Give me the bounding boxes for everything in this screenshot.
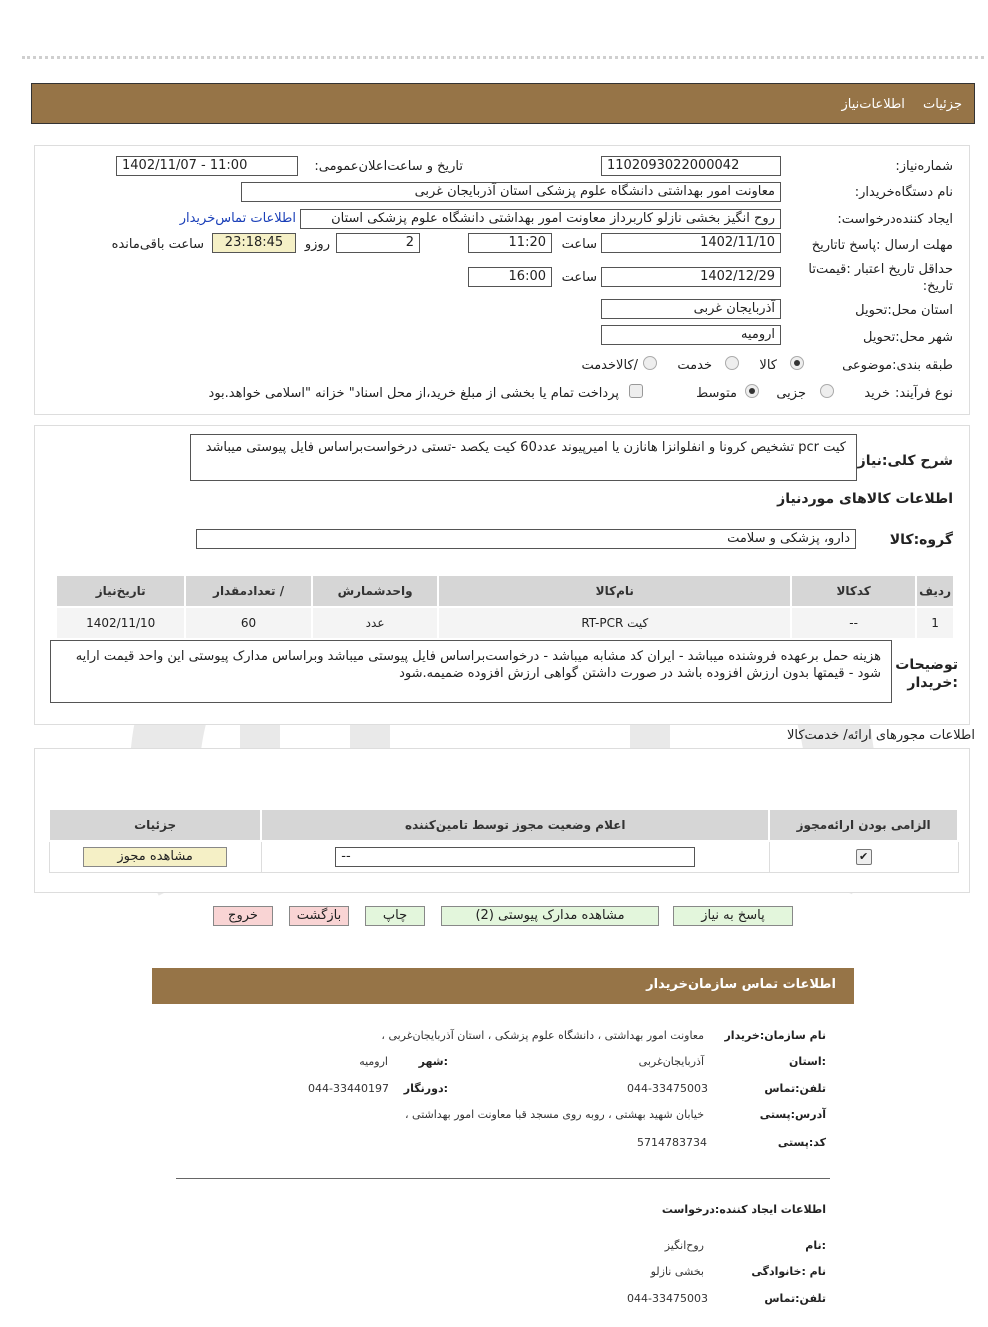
- goods-group-field: دارو، پزشکی و سلامت: [196, 529, 856, 549]
- goods-group-label: گروه:کالا: [889, 532, 953, 548]
- buyer-org-label: نام دستگاه‌خریدار:: [854, 185, 953, 200]
- cell-required: [769, 841, 958, 873]
- creator-phone-label: تلفن:تماس: [764, 1292, 826, 1305]
- process-label: نوع فرآیند:: [895, 386, 953, 401]
- city-label: شهر محل:تحویل: [863, 330, 953, 345]
- category-both-label: /کالاخدمت: [581, 358, 638, 373]
- creator-name-value: روح‌انگیز: [664, 1239, 704, 1252]
- creator-phone-value: 044-33475003: [627, 1292, 708, 1305]
- deadline-time-field: 11:20: [468, 233, 552, 253]
- process-partial-radio[interactable]: [820, 384, 834, 398]
- cell-row: 1: [916, 607, 954, 639]
- category-service-label: خدمت: [677, 358, 712, 373]
- creator-field: روح انگیز بخشی نازلو کاربرداز معاونت امور بهداشتی دانشگاه علوم پزشکی استان: [300, 209, 781, 229]
- remaining-time-field: 23:18:45: [212, 233, 296, 253]
- cell-date: 1402/11/10: [56, 607, 185, 639]
- validity-time-field: 16:00: [468, 267, 552, 287]
- days-label: روزو: [304, 237, 330, 252]
- need-number-label: شماره‌نیاز:: [895, 159, 953, 174]
- announce-field: 1402/11/07 - 11:00: [116, 156, 298, 176]
- announce-label: تاریخ و ساعت‌اعلان‌عمومی:: [314, 159, 463, 174]
- goods-info-label: اطلاعات کالاهای موردنیاز: [777, 491, 953, 507]
- contact-fax-value: 044-33440197: [308, 1082, 389, 1095]
- deadline-time-label: ساعت: [561, 237, 597, 252]
- creator-name-label: :نام: [805, 1239, 826, 1252]
- remaining-label: ساعت باقی‌مانده: [111, 237, 204, 252]
- validity-date-field: 1402/12/29: [601, 267, 781, 287]
- need-number-field: 1102093022000042: [601, 156, 781, 176]
- exit-button[interactable]: خروج: [213, 906, 273, 926]
- creator-family-value: بخشی نازلو: [650, 1265, 704, 1278]
- col-required: الزامی بودن ارائه‌مجوز: [769, 809, 958, 841]
- summary-label: شرح کلی:نیاز: [857, 453, 953, 469]
- top-divider: [22, 56, 984, 59]
- creator-info-title: اطلاعات ایجاد کننده:درخواست: [661, 1203, 826, 1216]
- contact-title: اطلاعات تماس سازمان‌خریدار: [646, 977, 836, 992]
- process-medium-label: متوسط: [696, 386, 737, 401]
- col-name: نام‌کالا: [438, 575, 791, 607]
- buyer-org-field: معاونت امور بهداشتی دانشگاه علوم پزشکی استان آذربایجان غربی: [241, 182, 781, 202]
- category-both-radio[interactable]: [643, 356, 657, 370]
- col-code: کدکالا: [791, 575, 916, 607]
- contact-city-value: ارومیه: [359, 1055, 388, 1068]
- col-qty: / تعدادمقدار: [185, 575, 311, 607]
- contact-postal-label: کد:پستی: [777, 1136, 826, 1149]
- back-button[interactable]: بازگشت: [289, 906, 349, 926]
- contact-province-value: آذربایجان‌غربی: [638, 1055, 704, 1068]
- buyer-notes-label: توضیحات: [895, 657, 958, 673]
- province-field: آذربایجان غربی: [601, 299, 781, 319]
- buyer-notes-label-2: :خریدار: [907, 675, 958, 691]
- required-checkbox[interactable]: ✔: [856, 849, 872, 865]
- cell-status: [261, 841, 769, 873]
- summary-text: کیت pcr تشخیص کرونا و انفلوانزا هانازن یا امیرپیوند عدد60 کیت یکصد -تستی درخواست‌براساس فایل پیوستی میباشد: [190, 434, 857, 481]
- view-docs-button[interactable]: مشاهده مدارک پیوستی (2): [441, 906, 659, 926]
- contact-divider: [176, 1178, 830, 1179]
- category-goods-label: کالا: [759, 358, 777, 373]
- table-row: [56, 607, 954, 639]
- creator-family-label: نام :خانوادگی: [751, 1265, 826, 1278]
- process-partial-label: جزیی: [776, 386, 806, 401]
- col-status: اعلام وضعیت مجوز توسط تامین‌کننده: [261, 809, 769, 841]
- deadline-label: مهلت ارسال :پاسخ تا‌تاریخ: [811, 238, 953, 253]
- cell-code: --: [791, 607, 916, 639]
- cell-unit: عدد: [312, 607, 439, 639]
- permits-title: اطلاعات مجورهای ارائه/ خدمت‌کالا: [786, 728, 975, 743]
- permits-table-header: [49, 809, 958, 841]
- creator-label: ایجاد کننده‌درخواست:: [837, 212, 953, 227]
- cell-name: کیت RT-PCR: [438, 607, 791, 639]
- col-date: تاریخ‌نیاز: [56, 575, 185, 607]
- validity-time-label: ساعت: [561, 270, 597, 285]
- contact-fax-label: :دورنگار: [403, 1082, 448, 1095]
- cell-details: [49, 841, 261, 873]
- contact-header: [152, 968, 854, 1004]
- validity-label: حداقل تاریخ اعتبار :قیمت‌تا: [808, 262, 953, 277]
- validity-label-2: تاریخ:: [922, 279, 953, 294]
- contact-address-value: خیابان شهید بهشتی ، روبه روی مسجد قبا معاونت امور بهداشتی ،: [405, 1108, 704, 1121]
- col-details: جزئیات: [49, 809, 261, 841]
- items-table: [55, 574, 955, 640]
- col-unit: واحدشمارش: [312, 575, 439, 607]
- category-service-radio[interactable]: [725, 356, 739, 370]
- city-field: ارومیه: [601, 325, 781, 345]
- view-permit-button[interactable]: مشاهده مجوز: [83, 847, 227, 867]
- contact-org-label: نام سازمان:خریدار: [724, 1029, 826, 1042]
- print-button[interactable]: چاپ: [365, 906, 425, 926]
- contact-org-value: معاونت امور بهداشتی ، دانشگاه علوم پزشکی ، استان آذربایجان‌غربی ،: [381, 1029, 704, 1042]
- table-row: [49, 841, 958, 873]
- contact-phone-value: 044-33475003: [627, 1082, 708, 1095]
- contact-province-label: :استان: [789, 1055, 826, 1068]
- tab-need-info[interactable]: اطلاعات‌نیاز: [841, 97, 905, 112]
- province-label: استان محل:تحویل: [855, 303, 953, 318]
- permit-status-field: --: [335, 847, 695, 867]
- contact-city-label: :شهر: [418, 1055, 448, 1068]
- process-medium-radio[interactable]: [745, 384, 759, 398]
- category-goods-radio[interactable]: [790, 356, 804, 370]
- treasury-payment-label: پرداخت تمام یا بخشی از مبلغ خرید،از محل اسناد" خزانه "اسلامی خواهد.بود: [208, 386, 619, 401]
- permits-table: [48, 808, 959, 873]
- days-field: 2: [336, 233, 420, 253]
- category-label: طبقه بندی:موضوعی: [842, 358, 953, 373]
- reply-button[interactable]: پاسخ به نیاز: [673, 906, 793, 926]
- tab-details[interactable]: جزئیات: [923, 97, 962, 112]
- contact-phone-label: تلفن:تماس: [764, 1082, 826, 1095]
- treasury-payment-checkbox[interactable]: [629, 384, 643, 398]
- contact-postal-value: 5714783734: [637, 1136, 707, 1149]
- cell-qty: 60: [185, 607, 311, 639]
- process-buy-label: خرید: [864, 386, 890, 401]
- contact-address-label: آدرس:پستی: [759, 1108, 826, 1121]
- buyer-notes-text: هزینه حمل برعهده فروشنده میباشد - ایران کد مشابه میباشد - درخواست‌براساس فایل پیوستی میباشد وبراساس مدارک پیوستی این واحد قیمت ارایه شود - قیمتها بدون ارزش افزوده باشد در صورت داشتن گواهی ارزش افزوده ضمیمه.شود: [50, 640, 892, 703]
- page-header: [31, 83, 975, 124]
- buyer-contact-link[interactable]: اطلاعات تماس‌خریدار: [179, 211, 296, 226]
- deadline-date-field: 1402/11/10: [601, 233, 781, 253]
- items-table-header: [56, 575, 954, 607]
- col-row: ردیف: [916, 575, 954, 607]
